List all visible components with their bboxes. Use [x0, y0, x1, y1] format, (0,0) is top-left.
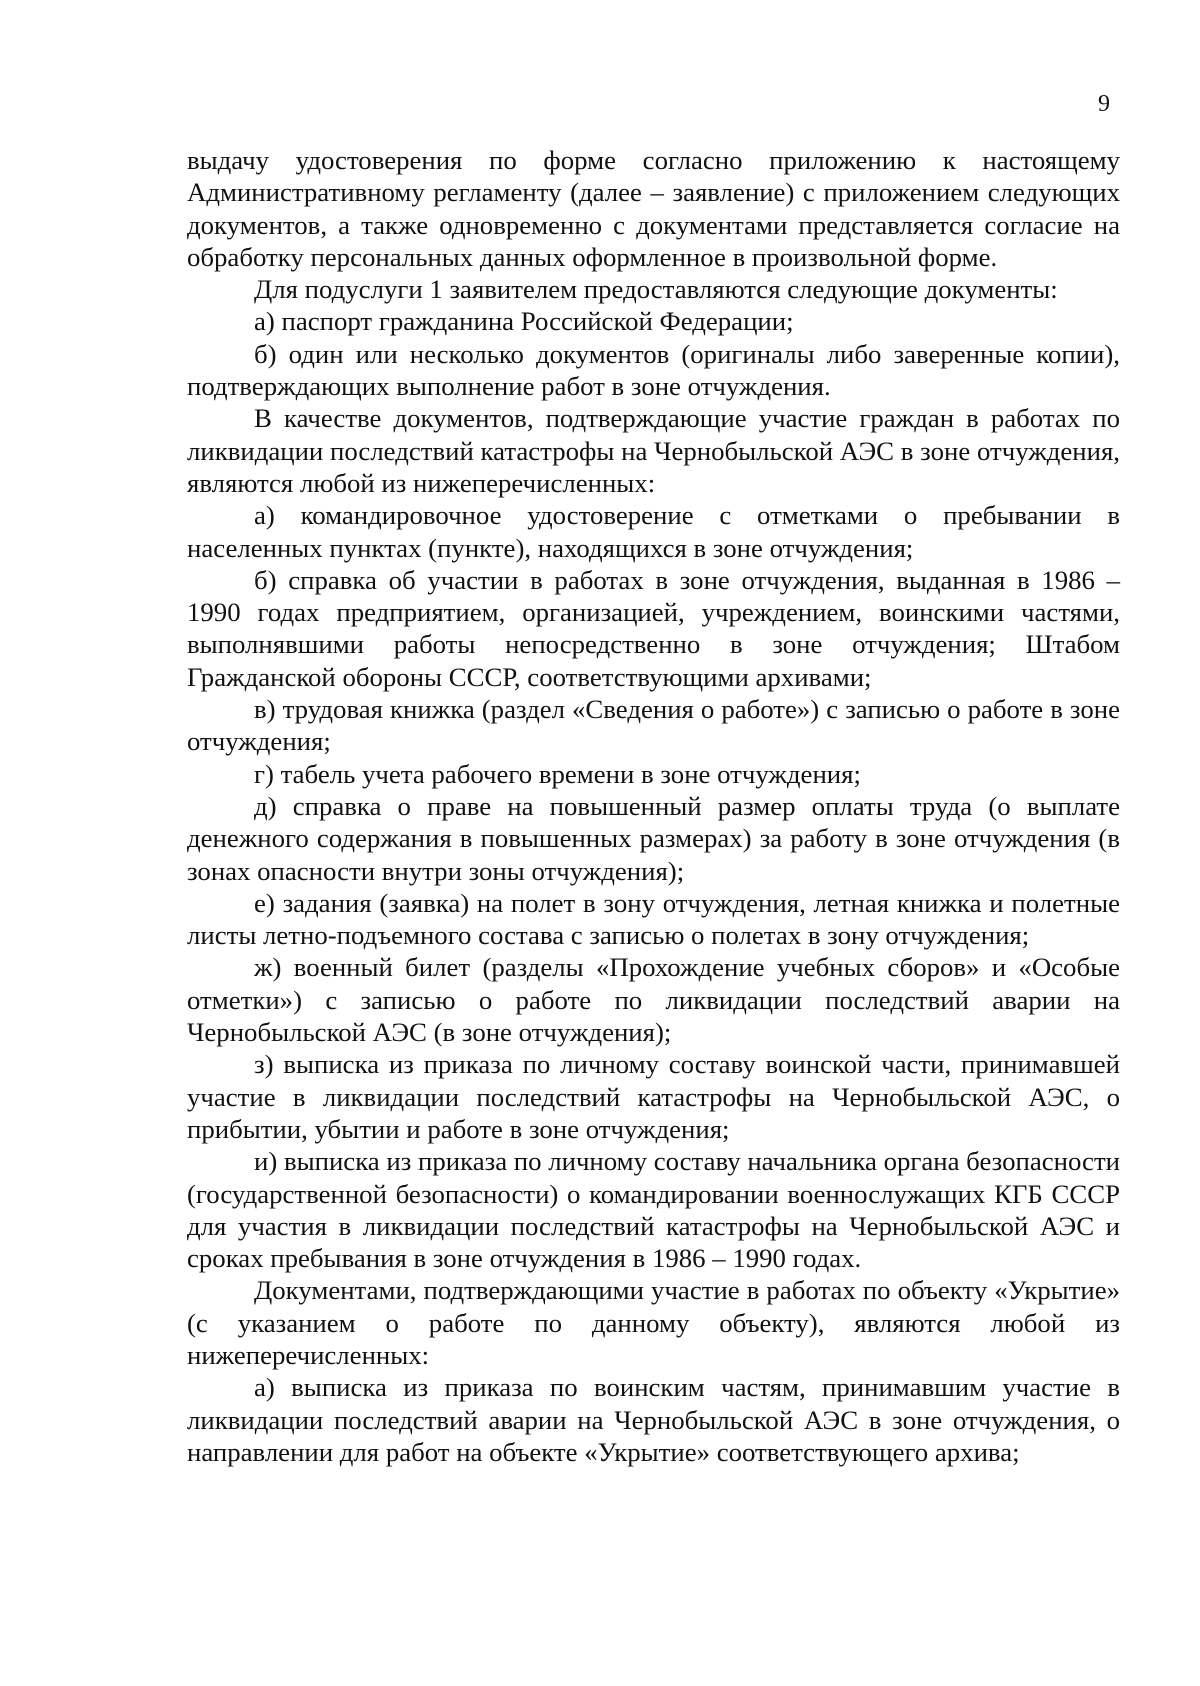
paragraph-1: выдачу удостоверения по форме согласно приложению к настоящему Административному регламенту (далее – заявление) с приложением следующих документов, а также одновременно с документами представляется согласие на обработку персональных данных оформленное в произвольной форме. [187, 145, 1120, 272]
paragraph-14: и) выписка из приказа по личному составу начальника органа безопасности (государственной безопасности) о командировании военнослужащих КГБ СССР для участия в ликвидации последствий катастрофы на Чернобыльской АЭС и сроках пребывания в зоне отчуждения в 1986 – 1990 годах. [187, 1146, 1120, 1274]
paragraph-9: г) табель учета рабочего времени в зоне отчуждения; [254, 758, 861, 789]
paragraph-16: а) выписка из приказа по воинским частям, принимавшим участие в ликвидации последствий аварии на Чернобыльской АЭС в зоне отчуждения, о направлении для работ на объекте «Укрытие» соответствующего архива; [187, 1372, 1120, 1467]
paragraph-13: з) выписка из приказа по личному составу воинской части, принимавшей участие в ликвидации последствий катастрофы на Чернобыльской АЭС, о прибытии, убытии и работе в зоне отчуждения; [187, 1049, 1120, 1144]
paragraph-8: в) трудовая книжка (раздел «Сведения о работе») с записью о работе в зоне отчуждения; [187, 694, 1120, 757]
paragraph-6: а) командировочное удостоверение с отметками о пребывании в населенных пунктах (пункте), находящихся в зоне отчуждения; [187, 500, 1120, 563]
paragraph-3: а) паспорт гражданина Российской Федерации; [254, 306, 794, 337]
paragraph-7: б) справка об участии в работах в зоне отчуждения, выданная в 1986 – 1990 годах предприятием, организацией, учреждением, воинскими частями, выполнявшими работы непосредственно в зоне отчуждения; Штабом Гражданской обороны СССР, соответствующими архивами; [187, 564, 1120, 692]
paragraph-4: б) один или несколько документов (оригиналы либо заверенные копии), подтверждающих выполнение работ в зоне отчуждения. [187, 338, 1120, 402]
page-number: 9 [1098, 91, 1110, 117]
document-body [187, 144, 1120, 1468]
paragraph-10: д) справка о праве на повышенный размер оплаты труда (о выплате денежного содержания в повышенных размерах) за работу в зоне отчуждения (в зонах опасности внутри зоны отчуждения); [187, 790, 1120, 886]
paragraph-2: Для подуслуги 1 заявителем предоставляются следующие документы: [254, 274, 1058, 305]
paragraph-5: В качестве документов, подтверждающие участие граждан в работах по ликвидации последствий катастрофы на Чернобыльской АЭС в зоне отчуждения, являются любой из нижеперечисленных: [187, 403, 1120, 498]
paragraph-11: е) задания (заявка) на полет в зону отчуждения, летная книжка и полетные листы летно-подъемного состава с записью о полетах в зону отчуждения; [187, 887, 1120, 951]
paragraph-15: Документами, подтверждающими участие в работах по объекту «Укрытие» (с указанием о работе по данному объекту), являются любой из нижеперечисленных: [187, 1275, 1120, 1370]
paragraph-12: ж) военный билет (разделы «Прохождение учебных сборов» и «Особые отметки») с записью о работе по ликвидации последствий аварии на Чернобыльской АЭС (в зоне отчуждения); [187, 952, 1120, 1048]
